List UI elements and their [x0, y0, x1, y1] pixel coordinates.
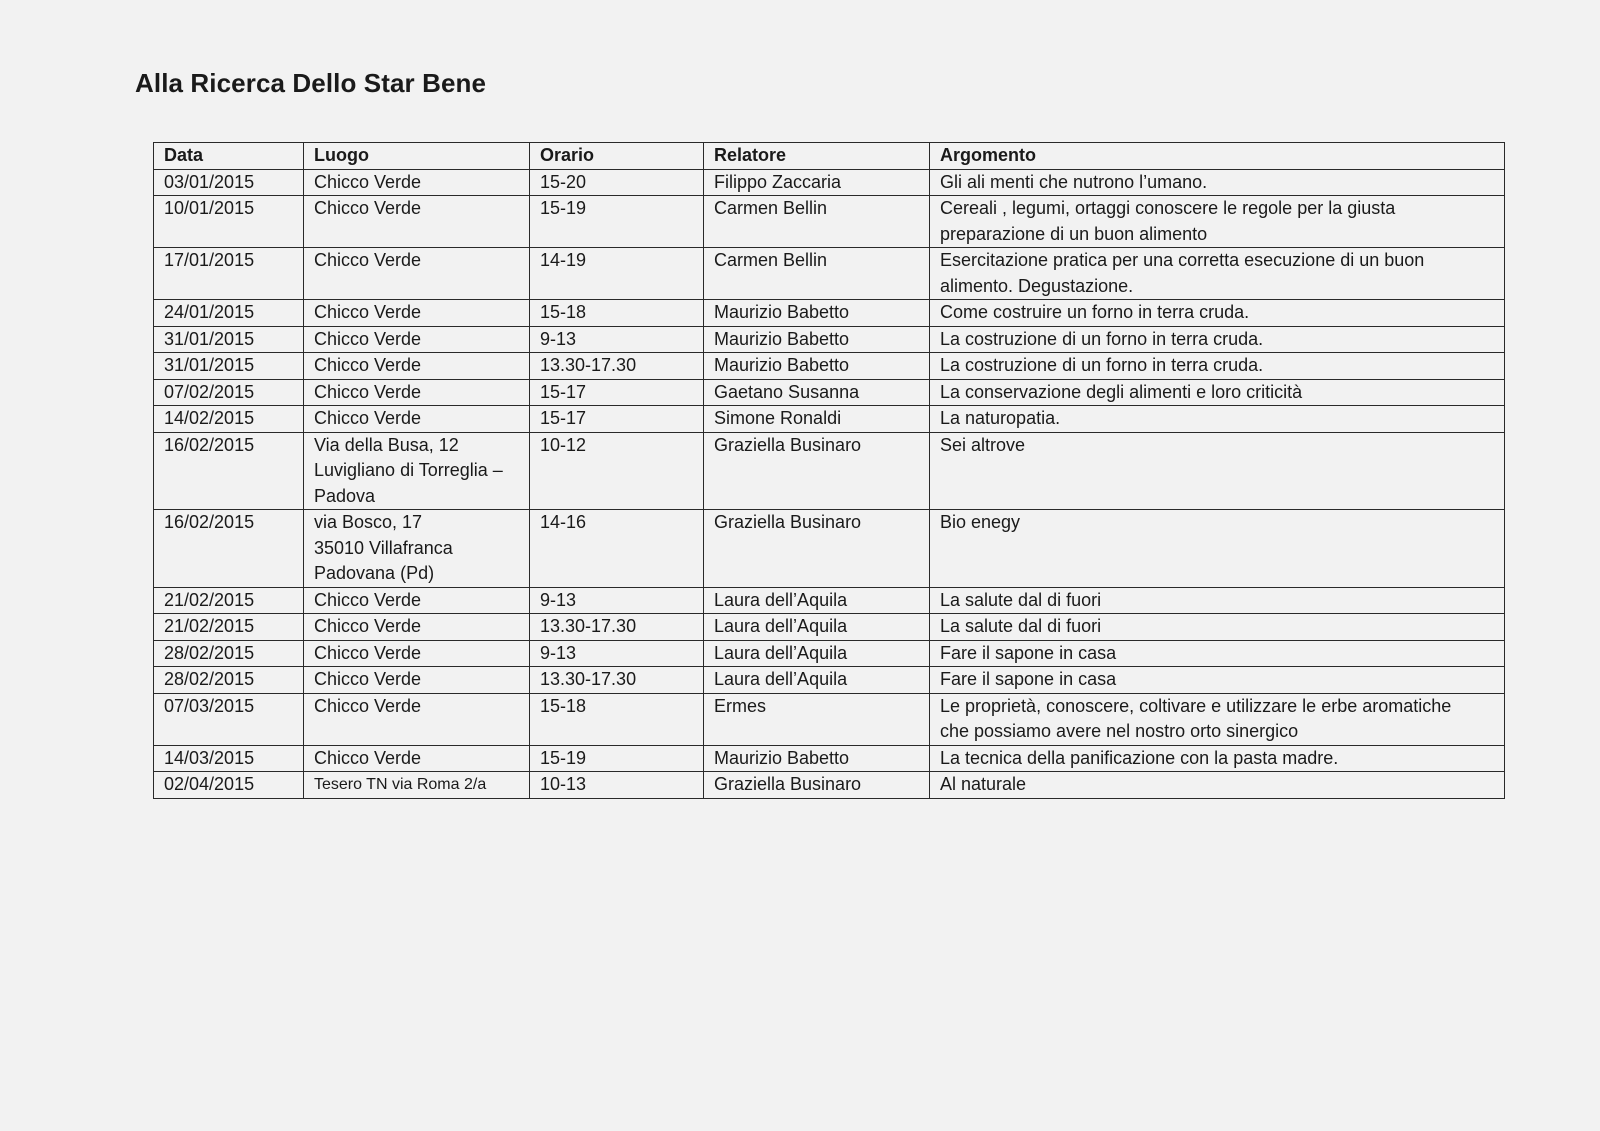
header-luogo: Luogo — [304, 143, 530, 170]
cell-argomento: La costruzione di un forno in terra cruda. — [930, 326, 1505, 353]
cell-argomento: Come costruire un forno in terra cruda. — [930, 300, 1505, 327]
cell-relatore: Laura dell’Aquila — [704, 614, 930, 641]
cell-argomento: Esercitazione pratica per una corretta esecuzione di un buon alimento. Degustazione. — [930, 248, 1505, 300]
cell-relatore: Carmen Bellin — [704, 248, 930, 300]
cell-orario: 15-17 — [530, 406, 704, 433]
header-orario: Orario — [530, 143, 704, 170]
cell-relatore: Laura dell’Aquila — [704, 640, 930, 667]
cell-orario: 10-13 — [530, 772, 704, 799]
cell-data: 21/02/2015 — [154, 587, 304, 614]
cell-argomento: La salute dal di fuori — [930, 614, 1505, 641]
table-row — [154, 667, 1505, 694]
cell-relatore: Filippo Zaccaria — [704, 169, 930, 196]
cell-argomento: Gli ali menti che nutrono l’umano. — [930, 169, 1505, 196]
cell-relatore: Gaetano Susanna — [704, 379, 930, 406]
cell-orario: 15-18 — [530, 300, 704, 327]
cell-relatore: Maurizio Babetto — [704, 353, 930, 380]
cell-data: 31/01/2015 — [154, 353, 304, 380]
table-row — [154, 693, 1505, 745]
cell-argomento: Al naturale — [930, 772, 1505, 799]
cell-orario: 10-12 — [530, 432, 704, 510]
cell-data: 14/03/2015 — [154, 745, 304, 772]
cell-orario: 13.30-17.30 — [530, 667, 704, 694]
cell-luogo: Chicco Verde — [304, 640, 530, 667]
cell-data: 07/02/2015 — [154, 379, 304, 406]
cell-argomento: Cereali , legumi, ortaggi conoscere le regole per la giusta preparazione di un buon alimento — [930, 196, 1505, 248]
cell-data: 03/01/2015 — [154, 169, 304, 196]
cell-orario: 14-16 — [530, 510, 704, 588]
cell-luogo: Tesero TN via Roma 2/a — [304, 772, 530, 799]
header-argomento: Argomento — [930, 143, 1505, 170]
header-relatore: Relatore — [704, 143, 930, 170]
cell-data: 07/03/2015 — [154, 693, 304, 745]
cell-luogo: Chicco Verde — [304, 667, 530, 694]
table-row — [154, 614, 1505, 641]
cell-data: 28/02/2015 — [154, 640, 304, 667]
cell-relatore: Ermes — [704, 693, 930, 745]
cell-relatore: Laura dell’Aquila — [704, 587, 930, 614]
table-row — [154, 379, 1505, 406]
cell-data: 21/02/2015 — [154, 614, 304, 641]
cell-data: 16/02/2015 — [154, 432, 304, 510]
table-row — [154, 353, 1505, 380]
cell-orario: 13.30-17.30 — [530, 353, 704, 380]
cell-data: 14/02/2015 — [154, 406, 304, 433]
header-data: Data — [154, 143, 304, 170]
cell-relatore: Laura dell’Aquila — [704, 667, 930, 694]
cell-argomento: La conservazione degli alimenti e loro criticità — [930, 379, 1505, 406]
cell-luogo: via Bosco, 17 35010 Villafranca Padovana (Pd) — [304, 510, 530, 588]
cell-argomento: La costruzione di un forno in terra cruda. — [930, 353, 1505, 380]
cell-relatore: Graziella Businaro — [704, 510, 930, 588]
table-row — [154, 196, 1505, 248]
page-title: Alla Ricerca Dello Star Bene — [135, 68, 487, 98]
table-row — [154, 406, 1505, 433]
cell-argomento: Fare il sapone in casa — [930, 640, 1505, 667]
cell-orario: 15-17 — [530, 379, 704, 406]
cell-orario: 15-18 — [530, 693, 704, 745]
cell-relatore: Maurizio Babetto — [704, 300, 930, 327]
schedule-table — [153, 142, 1505, 799]
cell-relatore: Graziella Businaro — [704, 772, 930, 799]
cell-relatore: Maurizio Babetto — [704, 326, 930, 353]
cell-relatore: Simone Ronaldi — [704, 406, 930, 433]
cell-argomento: La tecnica della panificazione con la pasta madre. — [930, 745, 1505, 772]
cell-luogo: Chicco Verde — [304, 614, 530, 641]
cell-luogo: Chicco Verde — [304, 379, 530, 406]
cell-luogo: Chicco Verde — [304, 326, 530, 353]
cell-relatore: Graziella Businaro — [704, 432, 930, 510]
cell-orario: 15-19 — [530, 196, 704, 248]
cell-data: 17/01/2015 — [154, 248, 304, 300]
cell-argomento: Bio enegy — [930, 510, 1505, 588]
table-body — [154, 169, 1505, 798]
table-row — [154, 248, 1505, 300]
cell-luogo: Chicco Verde — [304, 587, 530, 614]
cell-data: 10/01/2015 — [154, 196, 304, 248]
cell-argomento: Fare il sapone in casa — [930, 667, 1505, 694]
cell-luogo: Chicco Verde — [304, 300, 530, 327]
cell-data: 31/01/2015 — [154, 326, 304, 353]
cell-orario: 13.30-17.30 — [530, 614, 704, 641]
cell-data: 24/01/2015 — [154, 300, 304, 327]
cell-luogo: Chicco Verde — [304, 169, 530, 196]
table-row — [154, 510, 1505, 588]
cell-data: 28/02/2015 — [154, 667, 304, 694]
cell-orario: 9-13 — [530, 326, 704, 353]
cell-relatore: Maurizio Babetto — [704, 745, 930, 772]
cell-luogo: Via della Busa, 12 Luvigliano di Torreglia – Padova — [304, 432, 530, 510]
cell-relatore: Carmen Bellin — [704, 196, 930, 248]
cell-luogo: Chicco Verde — [304, 406, 530, 433]
cell-argomento: La salute dal di fuori — [930, 587, 1505, 614]
cell-luogo: Chicco Verde — [304, 693, 530, 745]
cell-luogo: Chicco Verde — [304, 745, 530, 772]
cell-argomento: Le proprietà, conoscere, coltivare e utilizzare le erbe aromatiche che possiamo avere nel nostro orto sinergico — [930, 693, 1505, 745]
cell-luogo: Chicco Verde — [304, 353, 530, 380]
table-row — [154, 745, 1505, 772]
cell-luogo: Chicco Verde — [304, 248, 530, 300]
table-row — [154, 640, 1505, 667]
cell-orario: 9-13 — [530, 587, 704, 614]
cell-luogo: Chicco Verde — [304, 196, 530, 248]
table-row — [154, 587, 1505, 614]
cell-data: 16/02/2015 — [154, 510, 304, 588]
table-header-row — [154, 143, 1505, 170]
cell-argomento: Sei altrove — [930, 432, 1505, 510]
table-row — [154, 300, 1505, 327]
cell-argomento: La naturopatia. — [930, 406, 1505, 433]
cell-orario: 15-19 — [530, 745, 704, 772]
table-row — [154, 772, 1505, 799]
cell-orario: 15-20 — [530, 169, 704, 196]
cell-orario: 14-19 — [530, 248, 704, 300]
table-row — [154, 326, 1505, 353]
cell-data: 02/04/2015 — [154, 772, 304, 799]
cell-orario: 9-13 — [530, 640, 704, 667]
table-row — [154, 169, 1505, 196]
table-row — [154, 432, 1505, 510]
